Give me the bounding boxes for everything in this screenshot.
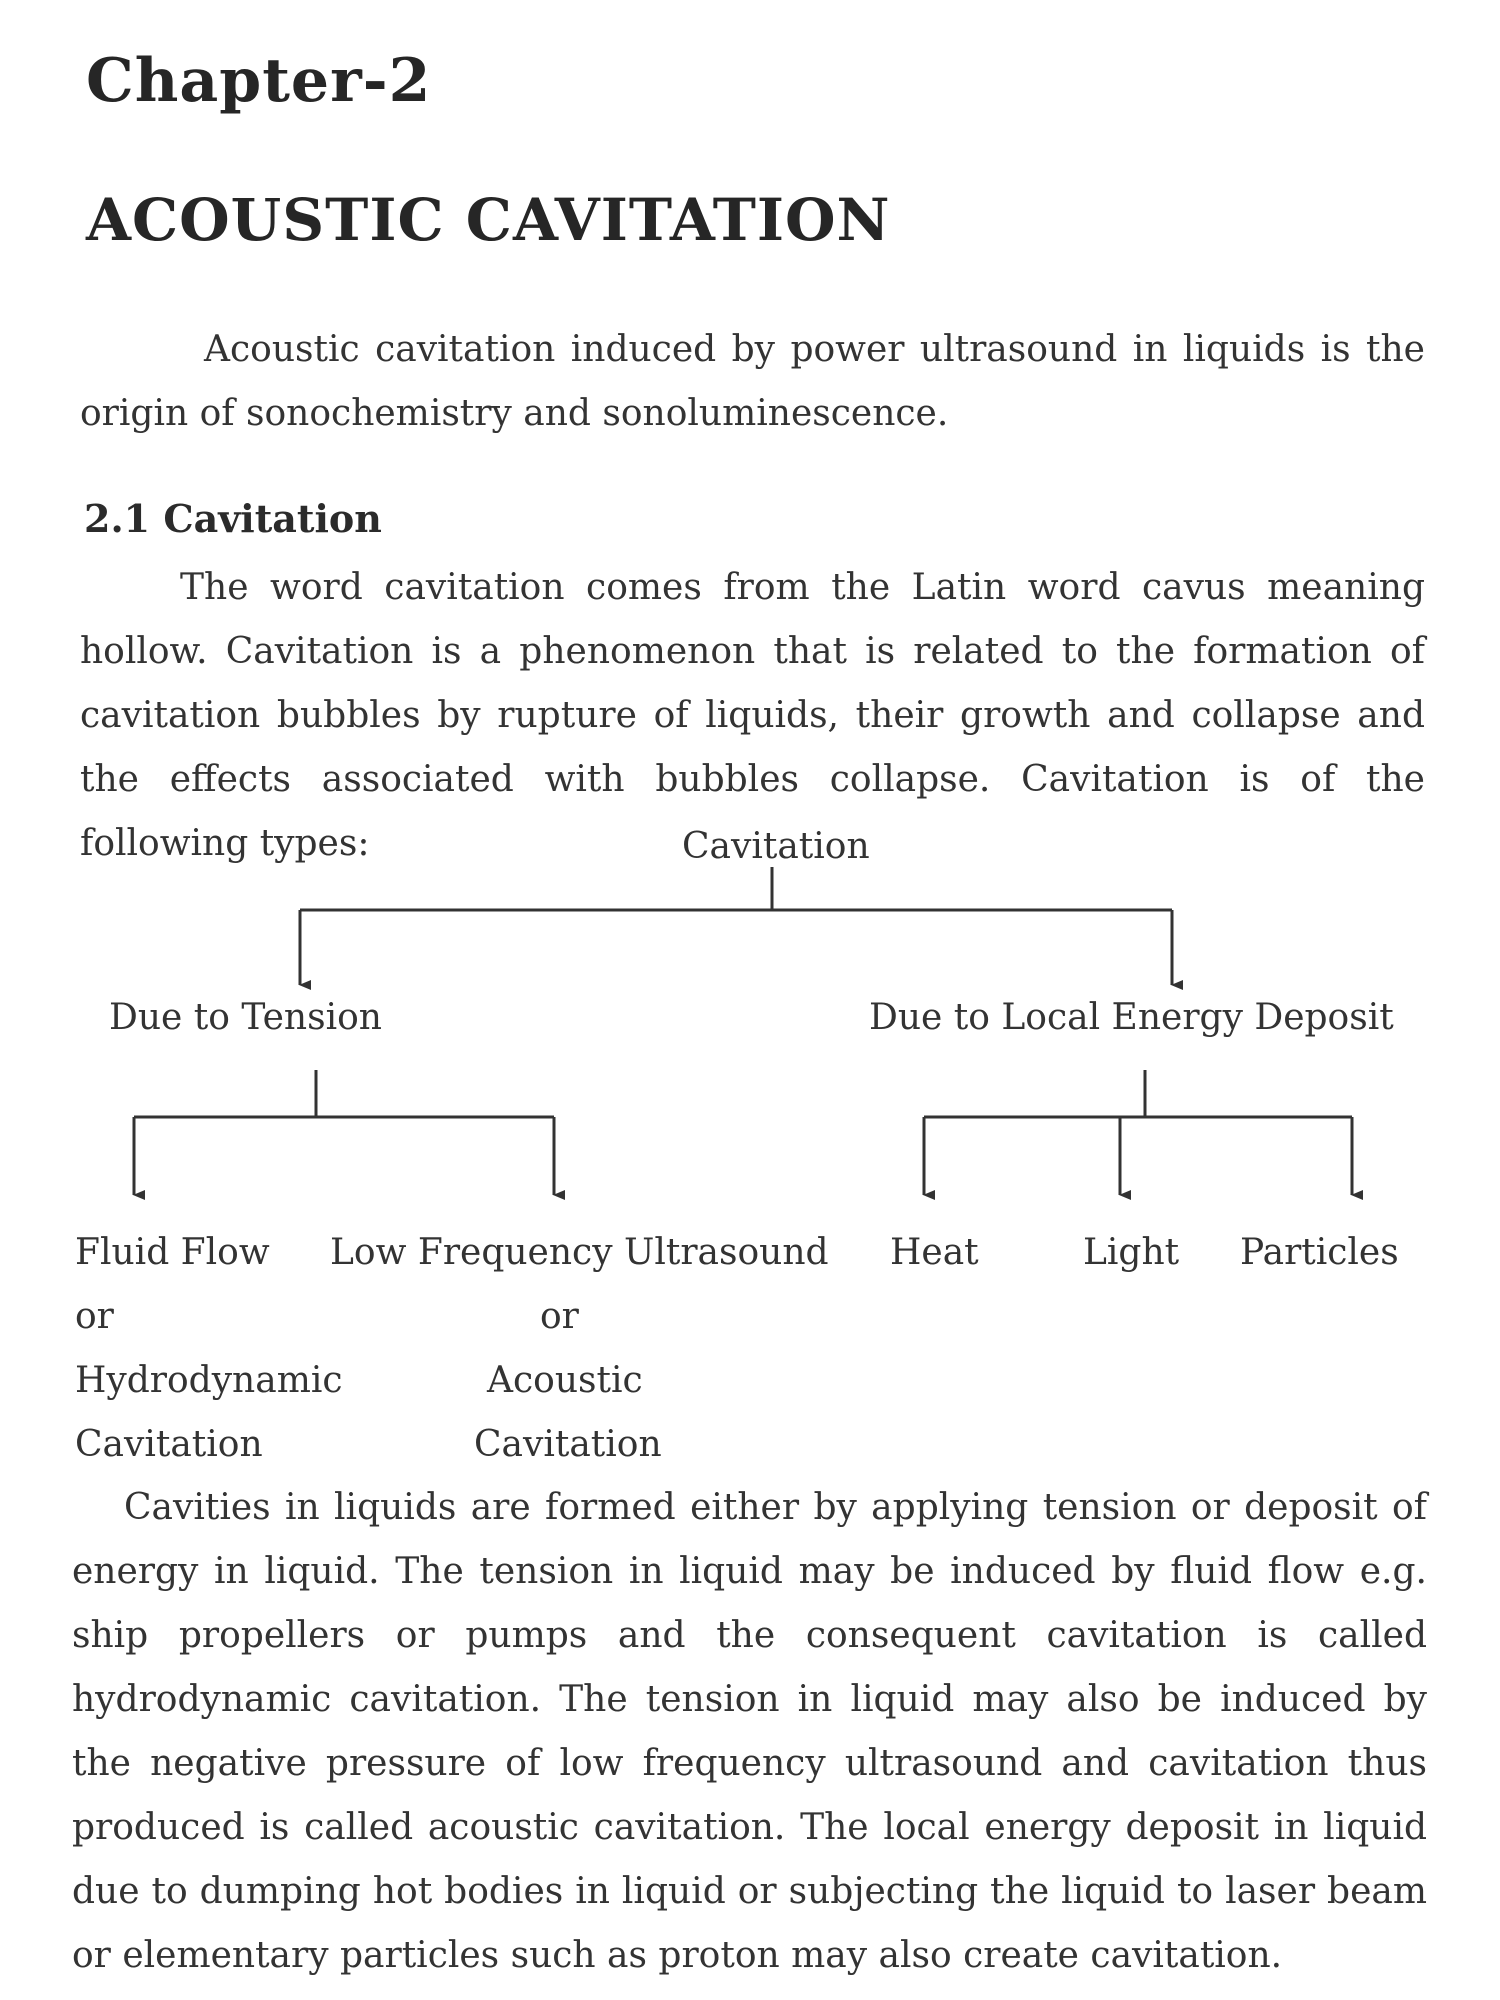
node-cavitation: Cavitation bbox=[682, 826, 870, 867]
node-due-to-local-energy-deposit: Due to Local Energy Deposit bbox=[869, 997, 1394, 1038]
section-heading: 2.1 Cavitation bbox=[84, 496, 382, 541]
intro-paragraph: Acoustic cavitation induced by power ultrasound in liquids is the origin of sonochemistry and sonoluminescence. bbox=[80, 329, 1425, 434]
section-paragraph: The word cavitation comes from the Latin word cavus meaning hollow. Cavitation is a phenomenon that is related to the formation of cavitation bubbles by rupture of liquids, their growth and collapse and the effects associated with bubbles collapse. Cavitation is of the following types: bbox=[80, 567, 1425, 864]
node-low-freq-or: or bbox=[540, 1296, 579, 1337]
node-heat: Heat bbox=[890, 1232, 979, 1273]
node-hydrodynamic: Hydrodynamic bbox=[75, 1360, 343, 1401]
node-acoustic-cavitation: Cavitation bbox=[474, 1424, 662, 1465]
node-fluid-flow: Fluid Flow bbox=[75, 1232, 270, 1273]
node-particles: Particles bbox=[1240, 1232, 1399, 1273]
node-hydrodynamic-cavitation: Cavitation bbox=[75, 1424, 263, 1465]
closing-paragraph: Cavities in liquids are formed either by applying tension or deposit of energy in liquid. The tension in liquid may be induced by fluid flow e.g. ship propellers or pumps and the consequent cavitation is called hydrodynamic cavitation. The tension in liquid may also be induced by the negative pressure of low frequency ultrasound and cavitation thus produced is called acoustic cavitation. The local energy deposit in liquid due to dumping hot bodies in liquid or subjecting the liquid to laser beam or elementary particles such as proton may also create cavitation. bbox=[72, 1487, 1427, 1976]
node-fluid-flow-or: or bbox=[75, 1296, 114, 1337]
node-light: Light bbox=[1083, 1232, 1180, 1273]
node-low-frequency-ultrasound: Low Frequency Ultrasound bbox=[330, 1232, 829, 1273]
chapter-title: ACOUSTIC CAVITATION bbox=[86, 186, 891, 254]
cavitation-types-diagram bbox=[0, 815, 1500, 1475]
chapter-label: Chapter-2 bbox=[86, 46, 432, 116]
node-due-to-tension: Due to Tension bbox=[109, 997, 382, 1038]
node-acoustic: Acoustic bbox=[487, 1360, 643, 1401]
